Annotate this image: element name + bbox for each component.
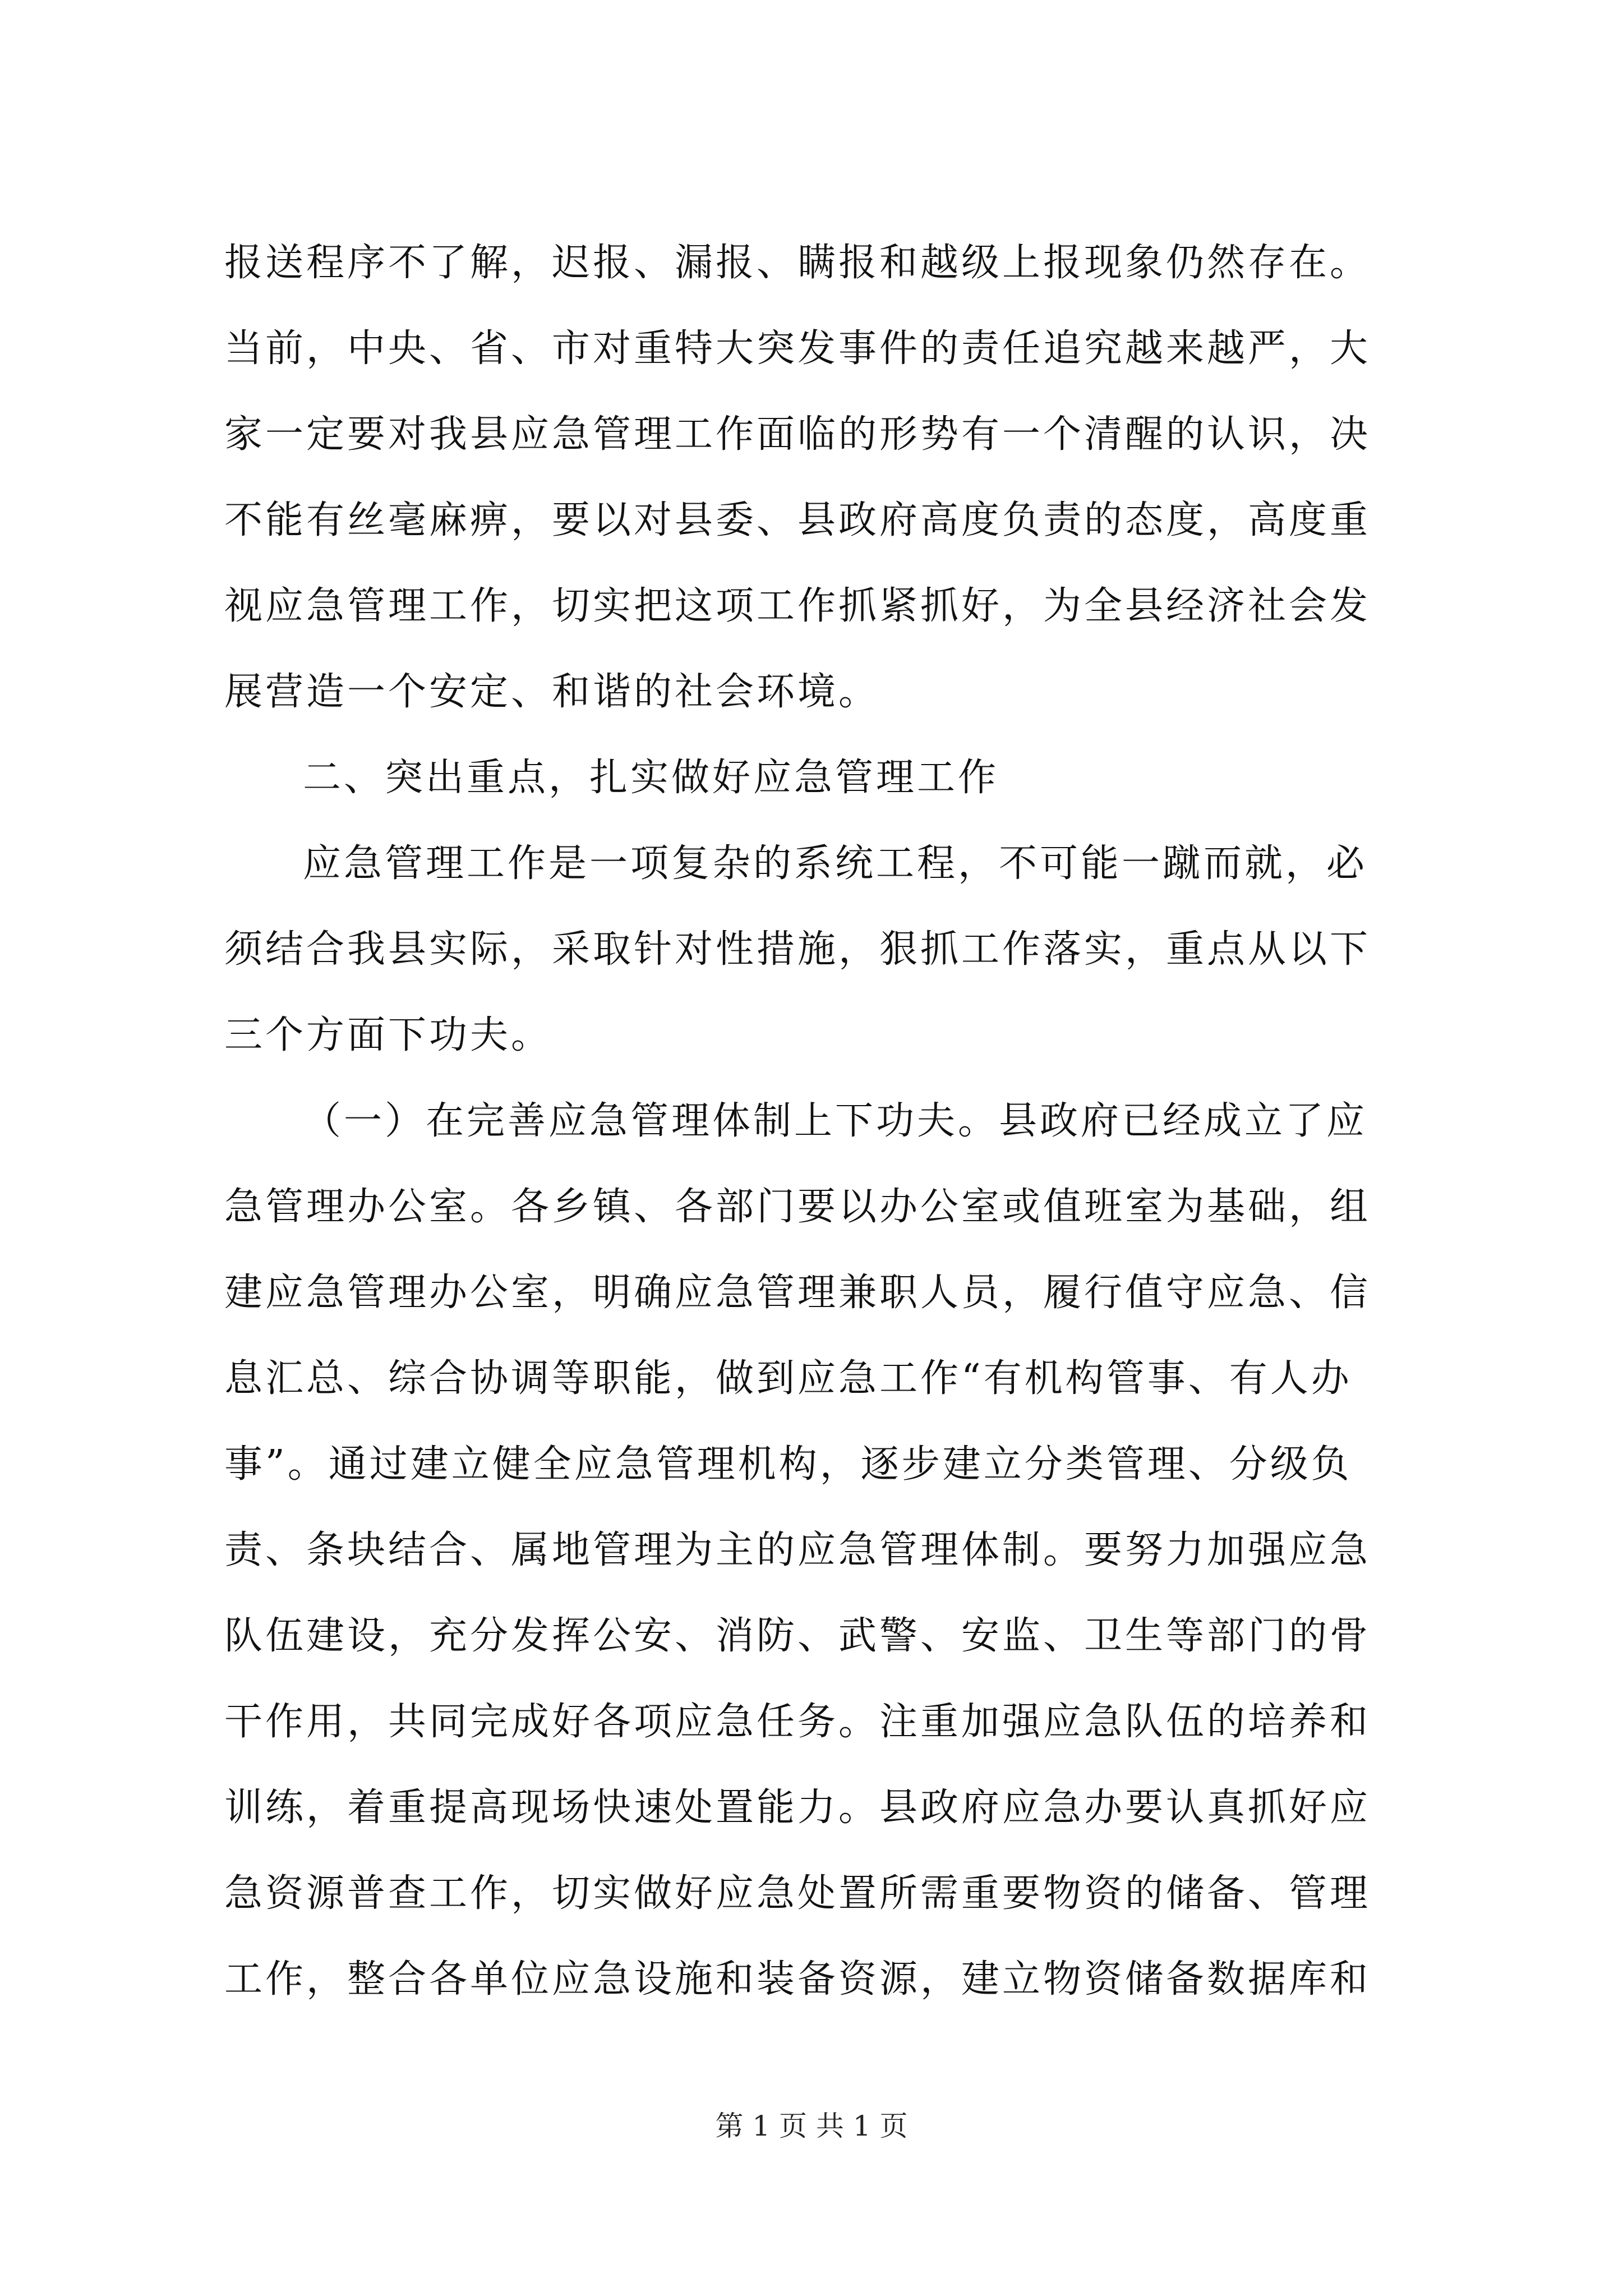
page-footer: 第 1 页 共 1 页 xyxy=(715,2110,908,2142)
text-line: 干作用，共同完成好各项应急任务。注重加强应急队伍的培养和 xyxy=(224,1700,1371,1744)
text-line: 息汇总、综合协调等职能，做到应急工作“有机构管事、有人办 xyxy=(224,1356,1352,1401)
text-line: 建应急管理办公室，明确应急管理兼职人员，履行值守应急、信 xyxy=(224,1271,1371,1315)
subsection-line: （一）在完善应急管理体制上下功夫。县政府已经成立了应 xyxy=(303,1099,1368,1143)
text-line: 不能有丝毫麻痹，要以对县委、县政府高度负责的态度，高度重 xyxy=(224,498,1371,542)
text-line: 队伍建设，充分发挥公安、消防、武警、安监、卫生等部门的骨 xyxy=(224,1614,1371,1658)
text-line: 视应急管理工作，切实把这项工作抓紧抓好，为全县经济社会发 xyxy=(224,584,1371,628)
text-line: 三个方面下功夫。 xyxy=(224,1013,552,1057)
text-line: 须结合我县实际，采取针对性措施，狠抓工作落实，重点从以下 xyxy=(224,927,1371,972)
text-line: 急资源普查工作，切实做好应急处置所需重要物资的储备、管理 xyxy=(224,1871,1371,1916)
text-line: 急管理办公室。各乡镇、各部门要以办公室或值班室为基础，组 xyxy=(224,1185,1371,1229)
text-line: 当前，中央、省、市对重特大突发事件的责任追究越来越严，大 xyxy=(224,326,1371,371)
section-heading: 二、突出重点，扎实做好应急管理工作 xyxy=(303,756,999,800)
text-line: 训练，着重提高现场快速处置能力。县政府应急办要认真抓好应 xyxy=(224,1786,1371,1830)
text-line: 工作，整合各单位应急设施和装备资源，建立物资储备数据库和 xyxy=(224,1957,1371,2001)
text-line: 应急管理工作是一项复杂的系统工程，不可能一蹴而就，必 xyxy=(303,841,1368,886)
text-line: 事”。通过建立健全应急管理机构，逐步建立分类管理、分级负 xyxy=(224,1442,1352,1487)
document-body xyxy=(224,220,1413,2022)
text-line: 展营造一个安定、和谐的社会环境。 xyxy=(224,670,880,714)
text-line: 报送程序不了解，迟报、漏报、瞒报和越级上报现象仍然存在。 xyxy=(224,241,1371,285)
text-line: 责、条块结合、属地管理为主的应急管理体制。要努力加强应急 xyxy=(224,1528,1371,1572)
text-line: 家一定要对我县应急管理工作面临的形势有一个清醒的认识，决 xyxy=(224,412,1371,457)
